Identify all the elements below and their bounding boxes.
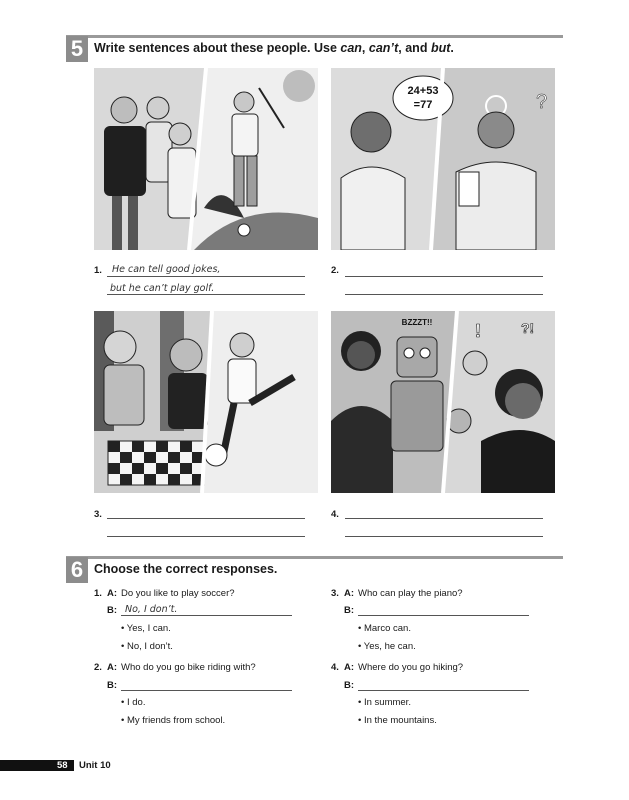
illustration-2-math-calculator <box>331 68 555 250</box>
ex5-item-1-line2[interactable] <box>107 294 305 295</box>
ex5-item-2-line2[interactable] <box>345 294 543 295</box>
ex6-item-2-b-label: B: <box>107 680 118 691</box>
ex6-item-3-answer-line[interactable] <box>358 615 529 616</box>
page-number: 58 <box>57 760 68 771</box>
ex5-item-1-number: 1. <box>94 265 102 276</box>
ex6-item-3-question: Who can play the piano? <box>358 588 463 599</box>
speech-bubble-result: =77 <box>413 99 433 111</box>
exercise-6-number: 6 <box>66 557 88 583</box>
exercise-6-title: Choose the correct responses. <box>94 562 278 576</box>
ex5-item-4-line2[interactable] <box>345 536 543 537</box>
ex6-item-3-b-label: B: <box>344 605 355 616</box>
ex5-item-1-line1[interactable] <box>107 276 305 277</box>
ex6-item-1-option-1: • Yes, I can. <box>121 623 171 634</box>
ex5-item-4-line1[interactable] <box>345 518 543 519</box>
exercise-5-title: Write sentences about these people. Use can, can’t, and but. <box>94 41 454 55</box>
ex6-item-3-a-label: A: <box>344 588 355 599</box>
ex6-item-4-answer-line[interactable] <box>358 690 529 691</box>
ex6-item-4-option-1: • In summer. <box>358 697 411 708</box>
ex5-item-1-answer-line1: He can tell good jokes, <box>112 264 221 275</box>
ex6-item-1-option-2: • No, I don’t. <box>121 641 173 652</box>
ex6-item-3-option-2: • Yes, he can. <box>358 641 416 652</box>
exercise-5-rule <box>66 35 563 38</box>
svg-text:!: ! <box>475 321 481 341</box>
ex5-item-2-number: 2. <box>331 265 339 276</box>
svg-text:?: ? <box>536 91 548 113</box>
ex5-item-2-line1[interactable] <box>345 276 543 277</box>
ex6-item-1-number: 1. <box>94 588 102 599</box>
ex6-item-2-option-1: • I do. <box>121 697 146 708</box>
ex6-item-2-number: 2. <box>94 662 102 673</box>
ex6-item-4-number: 4. <box>331 662 339 673</box>
ex5-item-1-answer-line2: but he can’t play golf. <box>110 283 215 294</box>
ex6-item-4-a-label: A: <box>344 662 355 673</box>
ex6-item-3-number: 3. <box>331 588 339 599</box>
ex5-item-3-line1[interactable] <box>107 518 305 519</box>
ex6-item-1-answer-line[interactable] <box>121 615 292 616</box>
speech-bubble-sum: 24+53 <box>407 85 439 97</box>
svg-text:?!: ?! <box>521 320 535 336</box>
ex6-item-2-question: Who do you go bike riding with? <box>121 662 256 673</box>
ex6-item-1-b-label: B: <box>107 605 118 616</box>
exercise-6-rule <box>66 556 563 559</box>
ex5-item-3-line2[interactable] <box>107 536 305 537</box>
ex6-item-2-a-label: A: <box>107 662 118 673</box>
ex5-item-3-number: 3. <box>94 509 102 520</box>
ex6-item-4-question: Where do you go hiking? <box>358 662 464 673</box>
illustration-3-chess-soccer <box>94 311 318 493</box>
illustration-4-singing-robot <box>331 311 555 493</box>
robot-sound-text: BZZZT!! <box>401 318 433 327</box>
ex6-item-2-option-2: • My friends from school. <box>121 715 226 726</box>
ex5-item-4-number: 4. <box>331 509 339 520</box>
ex6-item-1-answer: No, I don’t. <box>125 604 178 615</box>
ex6-item-4-option-2: • In the mountains. <box>358 715 437 726</box>
ex6-item-2-answer-line[interactable] <box>121 690 292 691</box>
exercise-5-number: 5 <box>66 36 88 62</box>
ex6-item-1-question: Do you like to play soccer? <box>121 588 235 599</box>
ex6-item-3-option-1: • Marco can. <box>358 623 411 634</box>
ex6-item-4-b-label: B: <box>344 680 355 691</box>
ex6-item-1-a-label: A: <box>107 588 118 599</box>
unit-label: Unit 10 <box>79 760 111 771</box>
illustration-1-jokes-golf <box>94 68 318 250</box>
